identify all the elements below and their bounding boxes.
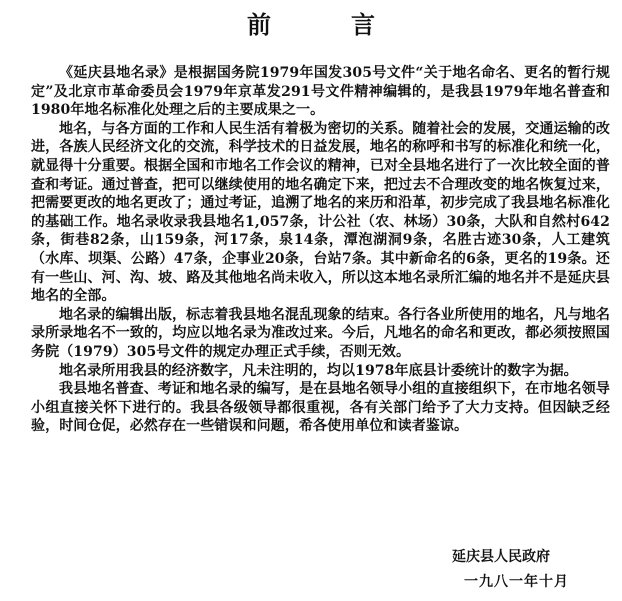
signature-date: 一九八一年十月 [464,574,569,590]
paragraph-2 [31,120,610,306]
paragraph-text: 地名，与各方面的工作和人民生活有着极为密切的关系。随着社会的发展，交通运输的改进，各族人民经济文化的交流，科学技术的日益发展，地名的称呼和书写的标准化和统一化，就显得十分重要。根据全国和市地名工作会议的精神，已对全县地名进行了一次比较全面的普查和考证。通过普查，把可以继续使用的地名确定下来，把过去不合理改变的地名恢复过来，把需要更改的地名更改了；通过考证，追溯了地名的来历和沿革，初步完成了我县地名标准化的基础工作。地名录收录我县地名1,057条，计公社（农、林场）30条，大队和自然村642条，街巷82条，山159条，河17条，泉14条，潭泡湖洞9条，名胜古迹30条，人工建筑（水库、坝渠、公路）47条，企事业20条，台站7条。其中新命名的6条，更名的19条。还有一些山、河、沟、坡、路及其他地名尚未收入，所以这本地名录所汇编的地名并不是延庆县地名的全部。 [31,120,610,305]
paragraph-text: 地名录所用我县的经济数字，凡未注明的，均以1978年底县计委统计的数字为据。 [59,362,578,379]
paragraph-1 [31,64,610,120]
signature-organization: 延庆县人民政府 [452,549,550,565]
paragraph-text: 我县地名普查、考证和地名录的编写，是在县地名领导小组的直接组织下，在市地名领导小组直接关怀下进行的。我县各级领导都很重视，各有关部门给予了大力支持。但因缺乏经验，时间仓促，必然存在一些错误和问题，希各使用单位和读者鉴谅。 [31,381,610,435]
paragraph-text: 地名录的编辑出版，标志着我县地名混乱现象的结束。各行各业所使用的地名，凡与地名录所录地名不一致的，均应以地名录为准改过来。今后，凡地名的命名和更改，都必须按照国务院（1979）305号文件的规定办理正式手续，否则无效。 [31,306,610,360]
document-body [31,64,610,436]
paragraph-5 [31,380,610,436]
paragraph-3 [31,306,610,362]
paragraph-text: 《延庆县地名录》是根据国务院1979年国发305号文件“关于地名命名、更名的暂行规定”及北京市革命委员会1979年京革发291号文件精神编辑的，是我县1979年地名普查和1980年地名标准化处理之后的主要成果之一。 [31,65,610,119]
paragraph-4 [31,362,610,381]
page-title: 前 言 [247,10,403,39]
